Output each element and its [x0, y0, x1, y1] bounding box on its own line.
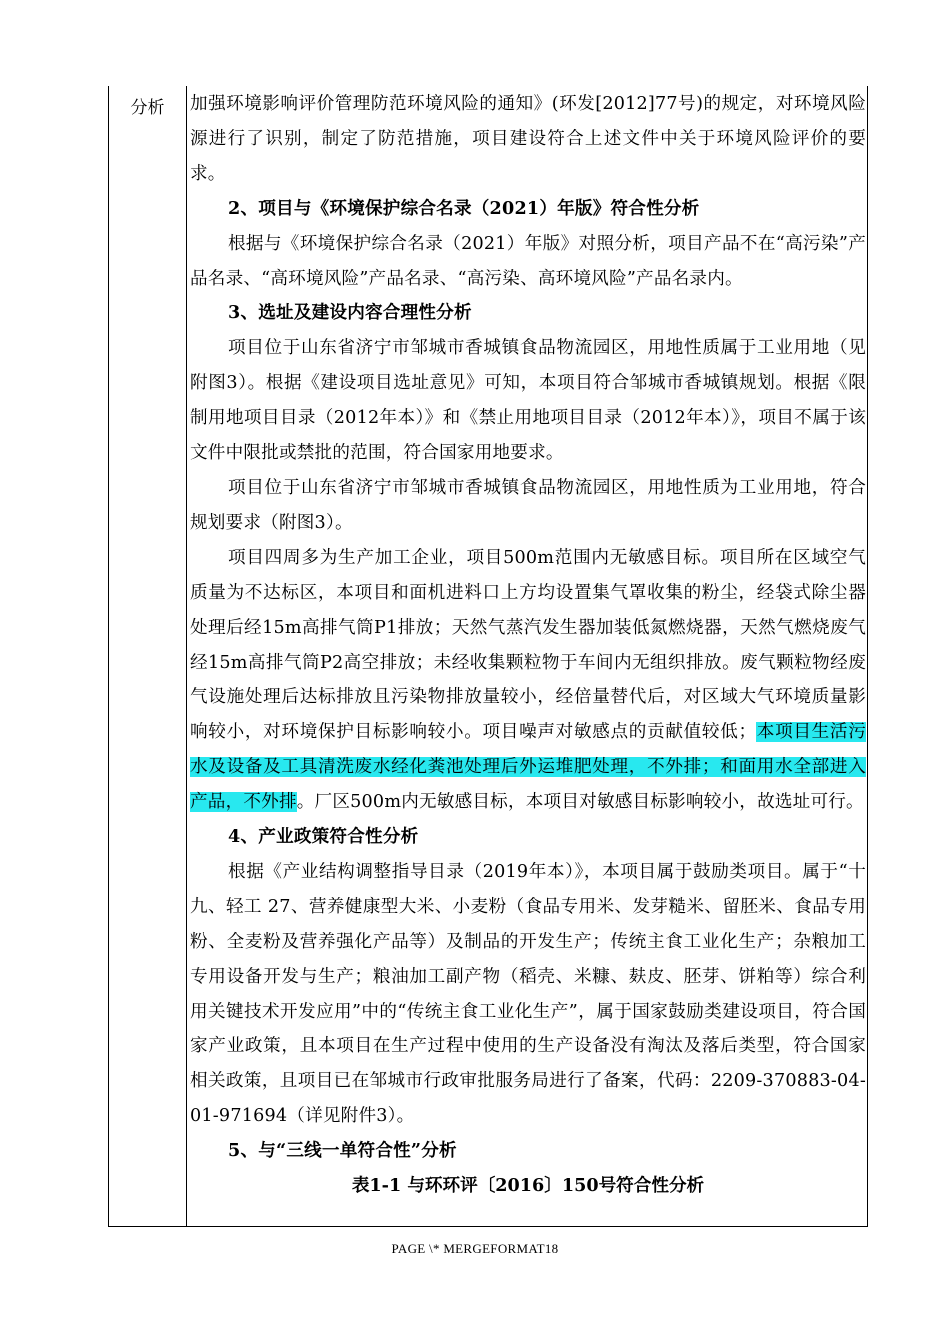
paragraph-site-2: 项目位于山东省济宁市邹城市香城镇食品物流园区，用地性质为工业用地，符合规划要求（附图3）。: [190, 477, 866, 533]
paragraph-directory: 根据与《环境保护综合名录（2021）年版》对照分析，项目产品不在“高污染”产品名录、“高环境风险”产品名录、“高污染、高环境风险”产品名录内。: [190, 233, 866, 289]
paragraph-policy: 根据《产业结构调整指导目录（2019年本）》，本项目属于鼓励类项目。属于“十九、轻工 27、营养健康型大米、小麦粉（食品专用米、发芽糙米、留胚米、食品专用粉、全麦粉及营养强化产品等）及制品的开发生产；传统主食工业化生产；杂粮加工专用设备开发与生产；粮油加工副产物（稻壳、米糠、麸皮、胚芽、饼粕等）综合利用关键技术开发应用”中的“传统主食工业化生产”，属于国家鼓励类建设项目，符合国家产业政策，且本项目在生产过程中使用的生产设备没有淘汰及落后类型，符合国家相关政策，且项目已在邹城市行政审批服务局进行了备案，代码：2209-370883-04-01-971694（详见附件3）。: [190, 861, 866, 1127]
highlighted-text: 本项目生活污水及设备及工具清洗废水经化粪池处理后外运堆肥处理，不外排；和面用水全部进入产品，不外排: [190, 722, 866, 813]
column-divider: [186, 86, 187, 1226]
paragraph-risk: 加强环境影响评价管理防范环境风险的通知》(环发[2012]77号)的规定，对环境风险源进行了识别，制定了防范措施，项目建设符合上述文件中关于环境风险评价的要求。: [190, 94, 866, 184]
heading-5: 5、与“三线一单符合性”分析: [228, 1140, 457, 1162]
paragraph-site-1: 项目位于山东省济宁市邹城市香城镇食品物流园区，用地性质属于工业用地（见附图3）。根据《建设项目选址意见》可知，本项目符合邹城市香城镇规划。根据《限制用地项目目录（2012年本）》和《禁止用地项目目录（2012年本）》，项目不属于该文件中限批或禁批的范围，符合国家用地要求。: [190, 338, 866, 464]
paragraph-site-3: [190, 541, 866, 820]
heading-3: 3、选址及建设内容合理性分析: [228, 302, 472, 324]
table-caption: 表1-1 与环环评〔2016〕150号符合性分析: [351, 1175, 705, 1197]
heading-2: 2、项目与《环境保护综合名录（2021）年版》符合性分析: [228, 197, 700, 219]
heading-4: 4、产业政策符合性分析: [228, 826, 419, 848]
row-label: 分析: [130, 98, 165, 118]
text-segment: 项目四周多为生产加工企业，项目500m范围内无敏感目标。项目所在区域空气质量为不达标区，本项目和面机进料口上方均设置集气罩收集的粉尘，经袋式除尘器处理后经15m高排气筒P1排放；天然气蒸汽发生器加装低氮燃烧器，天然气燃烧废气经15m高排气筒P2高空排放；未经收集颗粒物于车间内无组织排放。废气颗粒物经废气设施处理后达标排放且污染物排放量较小，经倍量替代后，对区域大气环境质量影响较小，对环境保护目标影响较小。项目噪声对敏感点的贡献值较低；: [190, 547, 866, 743]
content-cell: [190, 87, 866, 1204]
page-footer: PAGE \* MERGEFORMAT18: [391, 1241, 559, 1256]
text-segment: 。厂区500m内无敏感目标，本项目对敏感目标影响较小，故选址可行。: [296, 792, 864, 813]
